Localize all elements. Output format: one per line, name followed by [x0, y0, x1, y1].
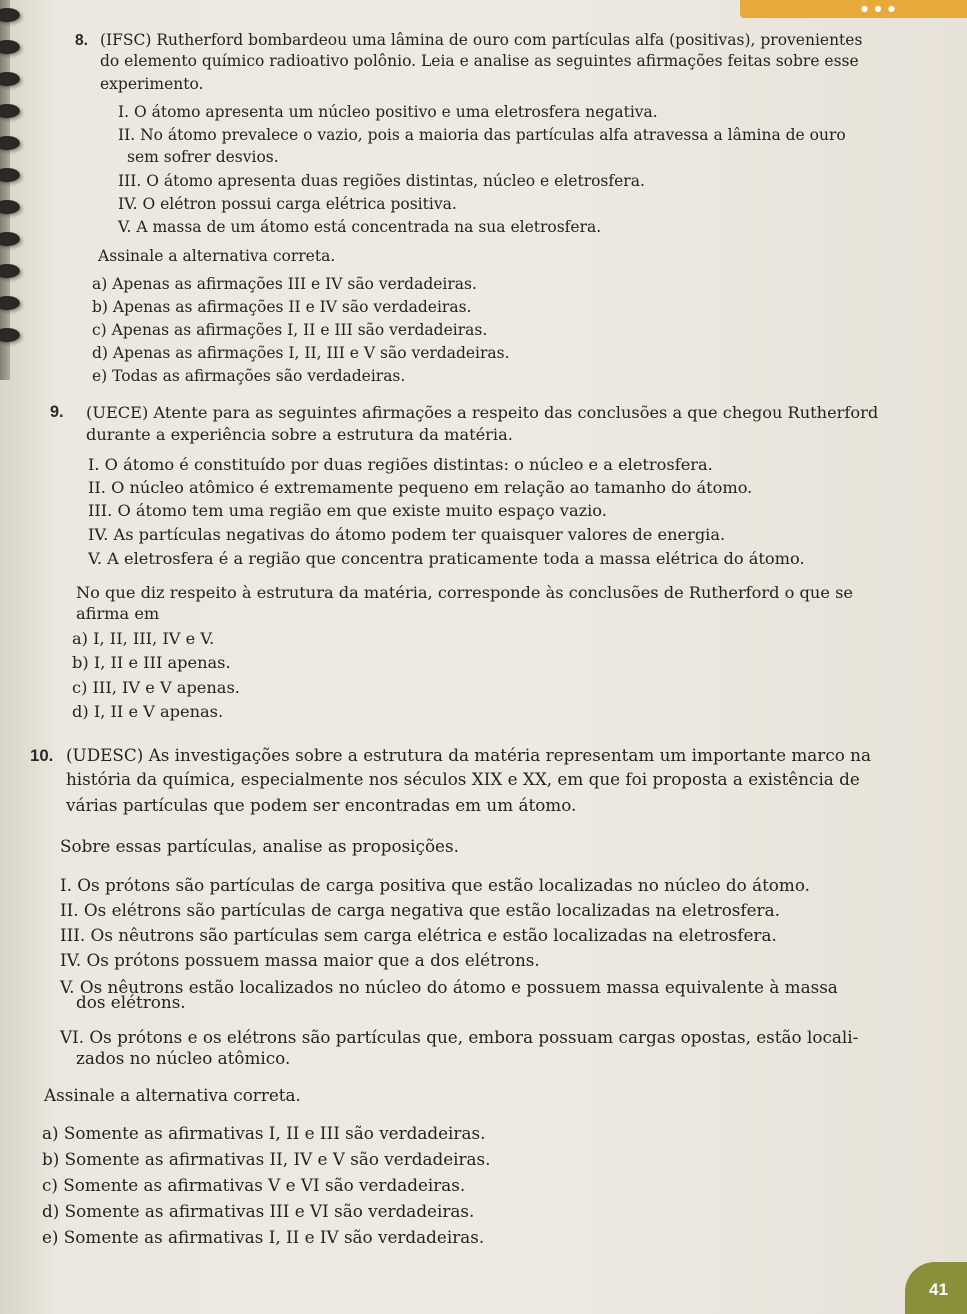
statement: III. O átomo tem uma região em que existe muito espaço vazio. [88, 501, 607, 520]
statement: I. O átomo é constituído por duas regiões distintas: o núcleo e a eletrosfera. [88, 455, 713, 474]
statement: VI. Os prótons e os elétrons são partículas que, embora possuam cargas opostas, estão locali- [60, 1027, 859, 1047]
option-c[interactable]: c) III, IV e V apenas. [72, 678, 240, 697]
binding-ring [0, 200, 20, 214]
question-9 [50, 402, 910, 732]
option-d[interactable]: d) Somente as afirmativas III e VI são verdadeiras. [42, 1201, 475, 1221]
binding-ring [0, 8, 20, 22]
binding-ring [0, 72, 20, 86]
question-stem: várias partículas que podem ser encontradas em um átomo. [66, 795, 577, 815]
statement: II. O núcleo atômico é extremamente pequeno em relação ao tamanho do átomo. [88, 478, 753, 497]
question-stem: (UDESC) As investigações sobre a estrutura da matéria representam um importante marco na [66, 745, 871, 765]
binding-ring [0, 104, 20, 118]
statement: IV. Os prótons possuem massa maior que a dos elétrons. [60, 950, 540, 970]
question-number: 9. [50, 403, 64, 421]
page-number-badge [905, 1262, 967, 1314]
question-intro: Sobre essas partículas, analise as proposições. [60, 836, 459, 856]
option-c[interactable]: c) Apenas as afirmações I, II e III são verdadeiras. [92, 321, 488, 339]
question-prompt: Assinale a alternativa correta. [44, 1085, 301, 1105]
question-stem: história da química, especialmente nos séculos XIX e XX, em que foi proposta a existência de [66, 769, 860, 789]
statement: IV. O elétron possui carga elétrica positiva. [118, 195, 457, 213]
option-b[interactable]: b) I, II e III apenas. [72, 653, 231, 672]
binding-ring [0, 296, 20, 310]
statement: I. Os prótons são partículas de carga positiva que estão localizadas no núcleo do átomo. [60, 875, 810, 895]
option-a[interactable]: a) I, II, III, IV e V. [72, 629, 215, 648]
question-stem: durante a experiência sobre a estrutura da matéria. [86, 425, 513, 444]
binding-ring [0, 136, 20, 150]
option-e[interactable]: e) Somente as afirmativas I, II e IV são verdadeiras. [42, 1227, 485, 1247]
statement: IV. As partículas negativas do átomo podem ter quaisquer valores de energia. [88, 525, 726, 544]
question-10 [30, 744, 920, 1264]
statement: I. O átomo apresenta um núcleo positivo e uma eletrosfera negativa. [118, 103, 658, 121]
question-stem: do elemento químico radioativo polônio. Leia e analise as seguintes afirmações feitas sobre esse [100, 52, 859, 70]
binding-ring [0, 168, 20, 182]
statement: zados no núcleo atômico. [76, 1048, 291, 1068]
binding-ring [0, 40, 20, 54]
statement: sem sofrer desvios. [127, 148, 279, 166]
question-stem: (IFSC) Rutherford bombardeou uma lâmina de ouro com partículas alfa (positivas), provenientes [100, 31, 863, 49]
option-b[interactable]: b) Somente as afirmativas II, IV e V são verdadeiras. [42, 1149, 491, 1169]
question-stem: (UECE) Atente para as seguintes afirmações a respeito das conclusões a que chegou Rutherford [86, 403, 879, 422]
question-prompt: Assinale a alternativa correta. [98, 247, 336, 265]
binding-ring [0, 264, 20, 278]
option-c[interactable]: c) Somente as afirmativas V e VI são verdadeiras. [42, 1175, 466, 1195]
statement: dos elétrons. [76, 992, 186, 1012]
option-b[interactable]: b) Apenas as afirmações II e IV são verdadeiras. [92, 298, 472, 316]
question-8 [75, 30, 895, 390]
question-stem: experimento. [100, 75, 204, 93]
page-number: 41 [929, 1280, 948, 1299]
question-number: 8. [75, 32, 88, 49]
statement: II. Os elétrons são partículas de carga negativa que estão localizadas na eletrosfera. [60, 900, 780, 920]
option-d[interactable]: d) I, II e V apenas. [72, 702, 224, 721]
statement: III. Os nêutrons são partículas sem carga elétrica e estão localizadas na eletrosfera. [60, 925, 777, 945]
header-color-tab: ● ● ● [740, 0, 967, 18]
statement: III. O átomo apresenta duas regiões distintas, núcleo e eletrosfera. [118, 172, 645, 190]
page-binding [0, 0, 10, 380]
binding-ring [0, 232, 20, 246]
statement: II. No átomo prevalece o vazio, pois a maioria das partículas alfa atravessa a lâmina de ouro [118, 126, 846, 144]
binding-ring [0, 328, 20, 342]
question-number: 10. [30, 746, 54, 765]
statement: V. A eletrosfera é a região que concentra praticamente toda a massa elétrica do átomo. [88, 549, 805, 568]
option-d[interactable]: d) Apenas as afirmações I, II, III e V são verdadeiras. [92, 344, 510, 362]
option-e[interactable]: e) Todas as afirmações são verdadeiras. [92, 367, 406, 385]
statement: V. Os nêutrons estão localizados no núcleo do átomo e possuem massa equivalente à massa [60, 977, 838, 997]
statement: V. A massa de um átomo está concentrada na sua eletrosfera. [118, 218, 602, 236]
option-a[interactable]: a) Apenas as afirmações III e IV são verdadeiras. [92, 275, 477, 293]
question-prompt: afirma em [76, 604, 160, 623]
question-prompt: No que diz respeito à estrutura da matéria, corresponde às conclusões de Rutherford o que se [76, 583, 853, 602]
option-a[interactable]: a) Somente as afirmativas I, II e III são verdadeiras. [42, 1123, 486, 1143]
